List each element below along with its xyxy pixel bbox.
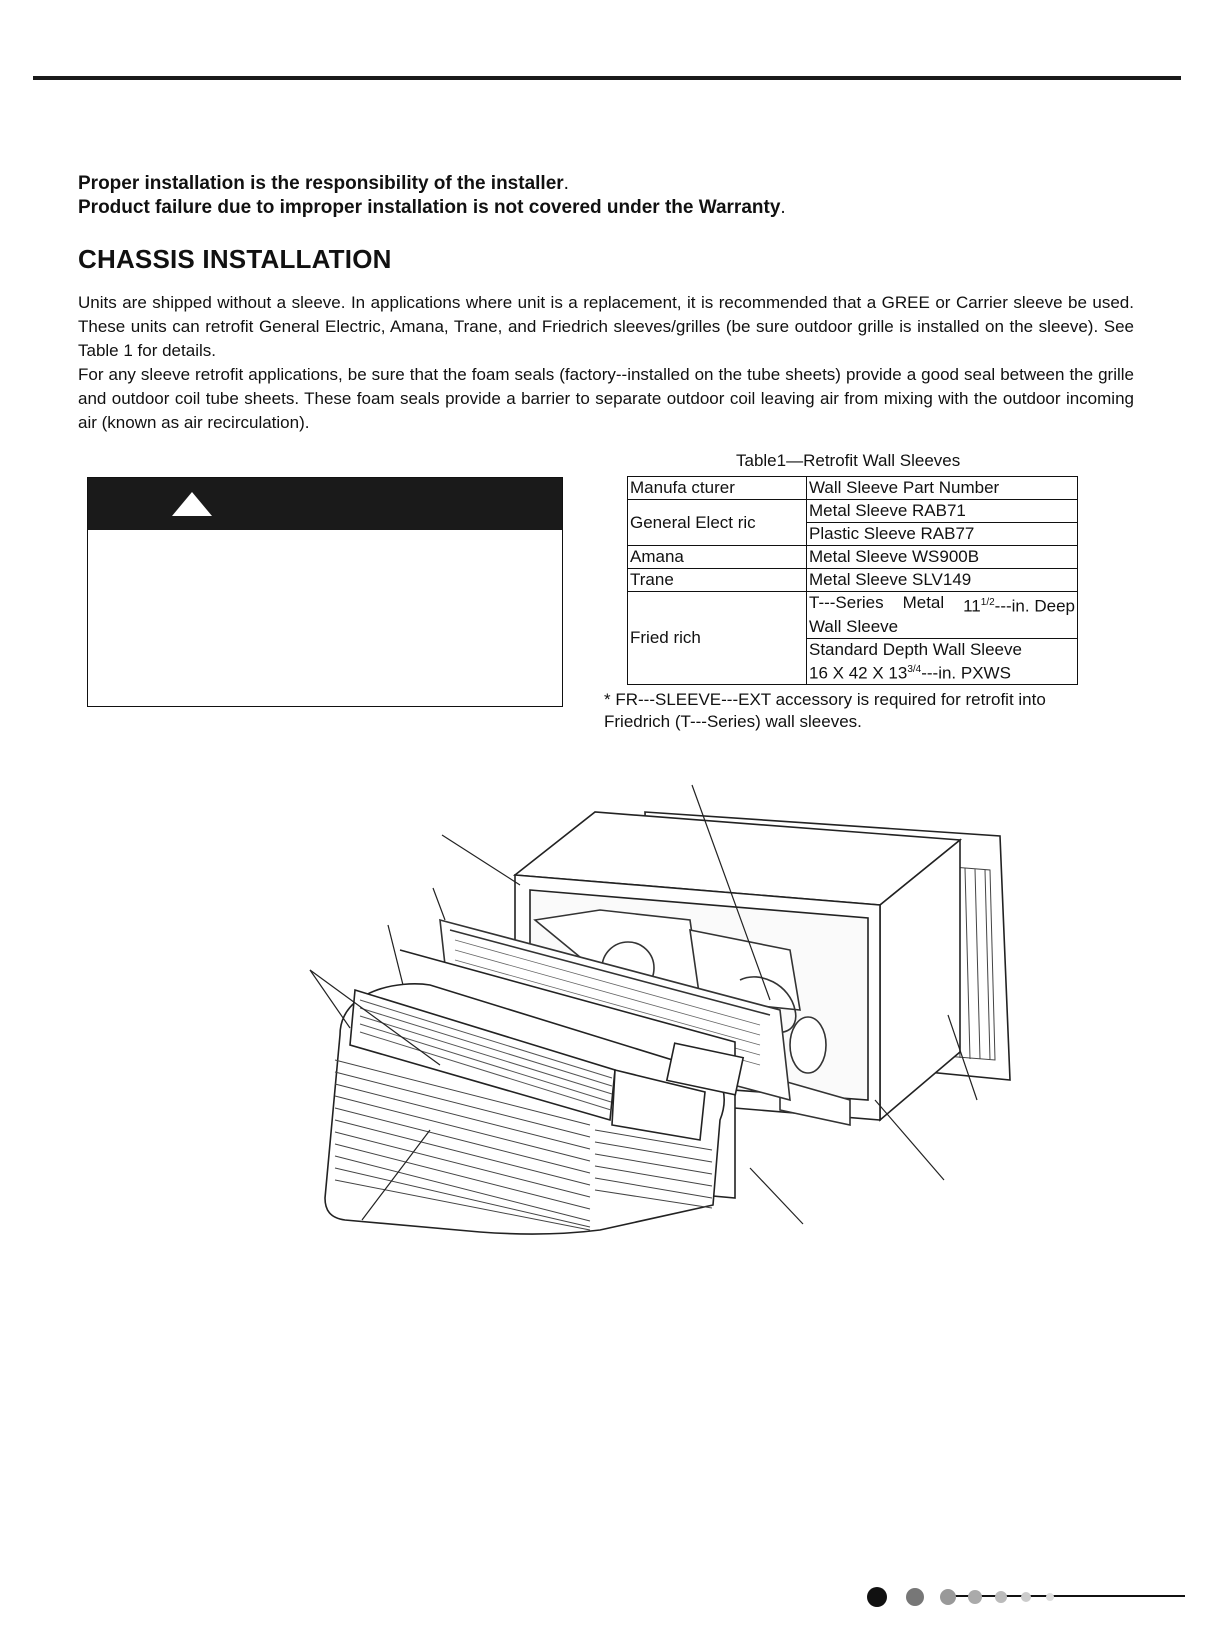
table-header-row bbox=[628, 477, 1078, 500]
table-row bbox=[628, 500, 1078, 523]
section-title: CHASSIS INSTALLATION bbox=[78, 244, 392, 274]
cell-part: Standard Depth Wall Sleeve 16 X 42 X $13^{3/4}---in$. PXWS bbox=[807, 638, 1078, 685]
installation-notice bbox=[78, 172, 1138, 220]
table-row bbox=[628, 569, 1078, 592]
cell-manufacturer: Trane bbox=[628, 569, 807, 592]
cell-manufacturer: Amana bbox=[628, 546, 807, 569]
paragraph-2: For any sleeve retrofit applications, be sure that the foam seals (factory--installed on the tube sheets) provide a good seal between the grille and outdoor coil tube sheets. These foam seals provide a barrier to separate outdoor coil leaving air from mixing with the outdoor incoming air (known as air recirculation). bbox=[78, 365, 1134, 432]
notice-line-1: Proper installation is the responsibility of the installer. bbox=[78, 173, 569, 194]
body-text bbox=[78, 291, 1134, 435]
warning-header bbox=[88, 478, 562, 530]
warning-box bbox=[87, 477, 563, 707]
page-dots-icon bbox=[745, 1573, 1185, 1613]
header-part-number: Wall Sleeve Part Number bbox=[807, 477, 1078, 500]
cell-manufacturer: Fried rich bbox=[628, 592, 807, 685]
table-row bbox=[628, 546, 1078, 569]
notice-line-2: Product failure due to improper installation is not covered under the Warranty. bbox=[78, 197, 786, 218]
header-manufacturer: Manufa cturer bbox=[628, 477, 807, 500]
cell-part: Metal Sleeve RAB71 bbox=[807, 500, 1078, 523]
table-footnote: * FR---SLEEVE---EXT accessory is required for retrofit into Friedrich (T---Series) wall sleeves. bbox=[604, 690, 1046, 731]
paragraph-1: Units are shipped without a sleeve. In applications where unit is a replacement, it is recommended that a GREE or Carrier sleeve be used. These units can retrofit General Electric, Amana, Trane, and Friedrich sleeves/grilles (be sure outdoor grille is installed on the sleeve). See Table 1 for details. bbox=[78, 293, 1134, 360]
table-caption: Table1—Retrofit Wall Sleeves bbox=[736, 451, 961, 470]
cell-part: Metal Sleeve WS900B bbox=[807, 546, 1078, 569]
cell-manufacturer: General Elect ric bbox=[628, 500, 807, 546]
table-row bbox=[628, 592, 1078, 639]
chassis-illustration bbox=[0, 780, 1213, 1300]
warning-triangle-icon bbox=[171, 491, 213, 517]
cell-part: Plastic Sleeve RAB77 bbox=[807, 523, 1078, 546]
retrofit-table bbox=[627, 476, 1078, 685]
cell-part: T---Series Metal $11^{1/2}---in$. Deep Wall Sleeve bbox=[807, 592, 1078, 639]
top-rule bbox=[33, 76, 1181, 80]
cell-part: Metal Sleeve SLV149 bbox=[807, 569, 1078, 592]
